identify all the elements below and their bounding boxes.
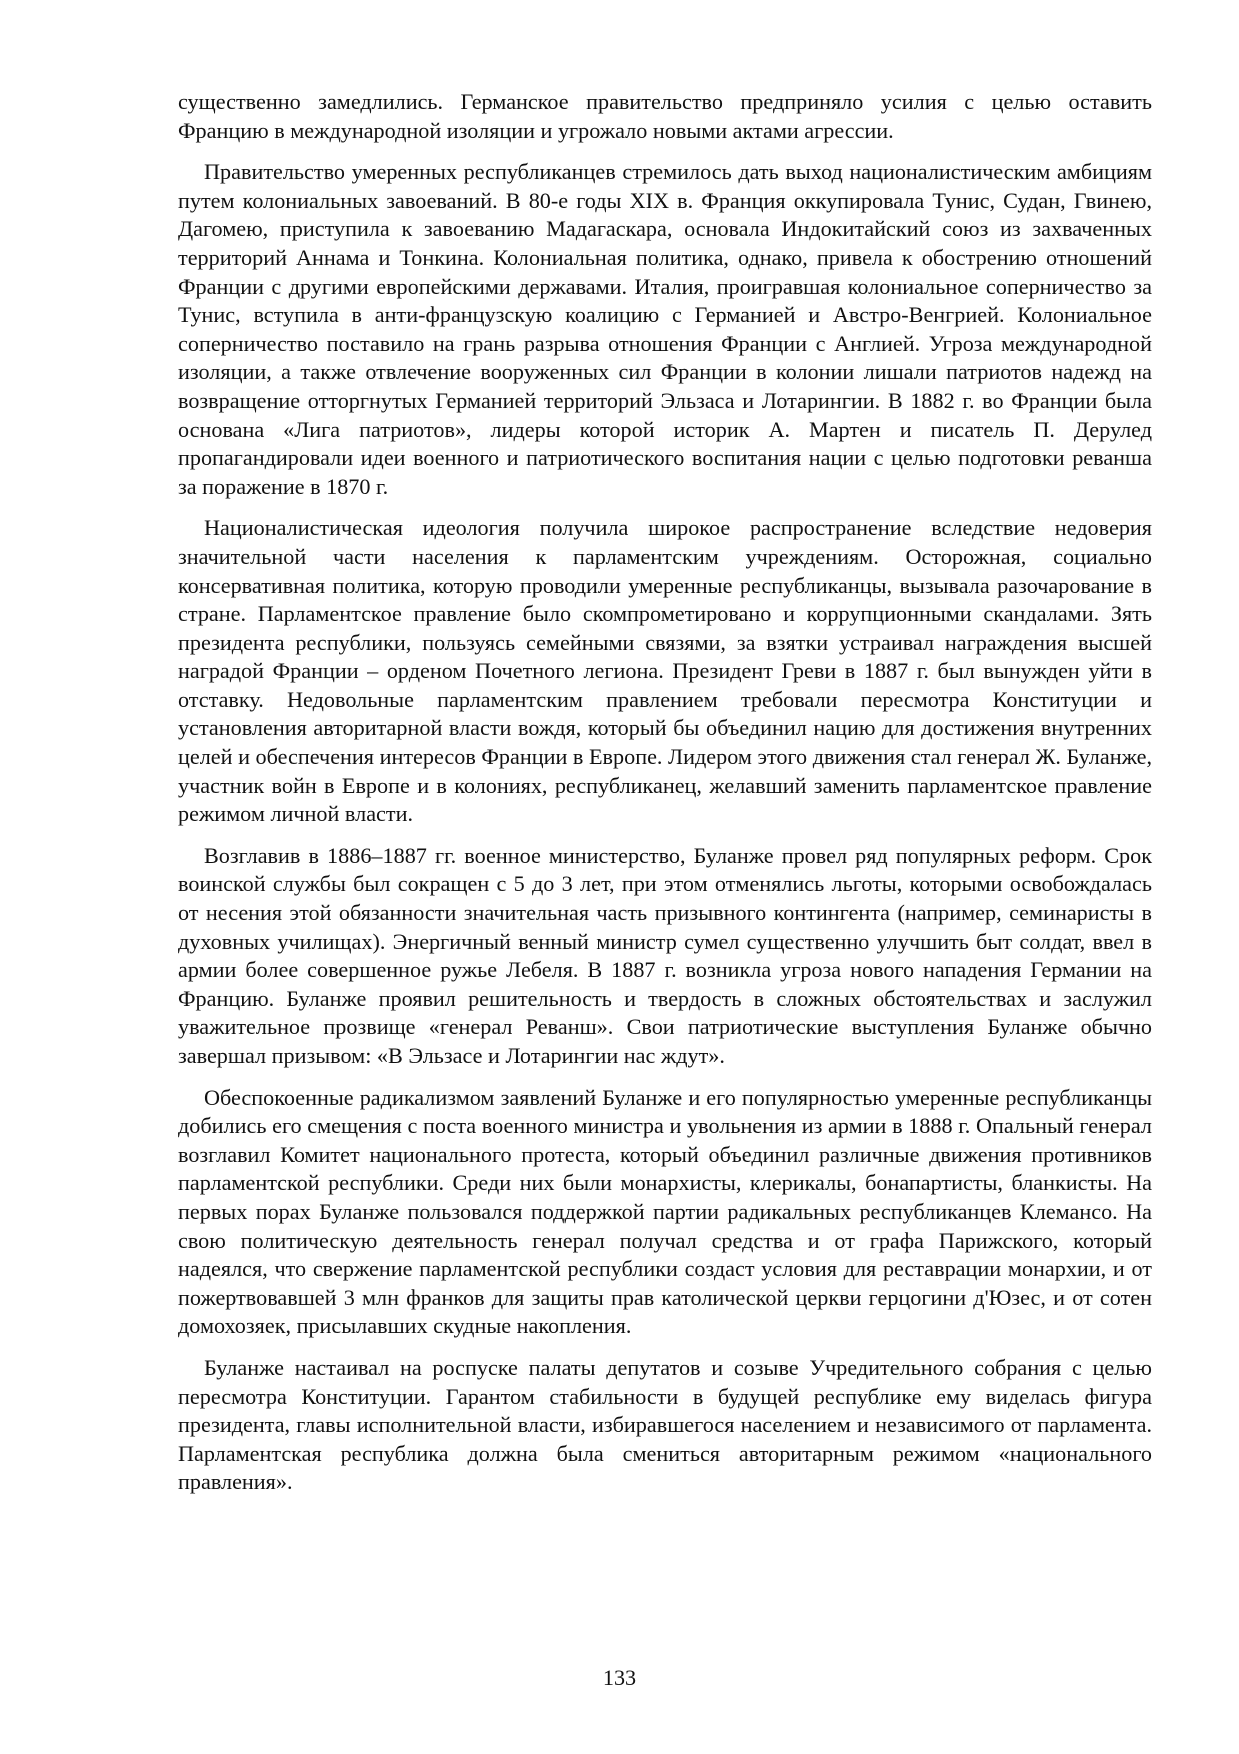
paragraph-continuation: существенно замедлились. Германское правительство предприняло усилия с целью оставить Францию в международной изоляции и угрожало новыми актами агрессии.: [178, 89, 1152, 143]
paragraph-boulanger-reforms: Возглавив в 1886–1887 гг. военное министерство, Буланже провел ряд популярных реформ. Срок воинской службы был сокращен с 5 до 3 лет, при этом отменялись льготы, которыми освобождалась от несения этой обязанности значительная часть призывного контингента (например, семинаристы в духовных училищах). Энергичный венный министр сумел существенно улучшить быт солдат, ввел в армии более совершенное ружье Лебеля. В 1887 г. возникла угроза нового нападения Германии на Францию. Буланже проявил решительность и твердость в сложных обстоятельствах и заслужил уважительное прозвище «генерал Реванш». Свои патриотические выступления Буланже обычно завершал призывом: «В Эльзасе и Лотарингии нас ждут».: [178, 842, 1152, 1068]
paragraph-colonial-policy: Правительство умеренных республиканцев стремилось дать выход националистическим амбициям путем колониальных завоеваний. В 80-е годы XIX в. Франция оккупировала Тунис, Судан, Гвинею, Дагомею, приступила к завоеванию Мадагаскара, основала Индокитайский союз из захваченных территорий Аннама и Тонкина. Колониальная политика, однако, привела к обострению отношений Франции с другими европейскими державами. Италия, проигравшая колониальное соперничество за Тунис, вступила в анти-французскую коалицию с Германией и Австро-Венгрией. Колониальное соперничество поставило на грань разрыва отношения Франции с Англией. Угроза международной изоляции, а также отвлечение вооруженных сил Франции в колонии лишали патриотов надежд на возвращение отторгнутых Германией территорий Эльзаса и Лотарингии. В 1882 г. во Франции была основана «Лига патриотов», лидеры которой историк А. Мартен и писатель П. Дерулед пропагандировали идеи военного и патриотического воспитания нации с целью подготовки реванша за поражение в 1870 г.: [178, 159, 1152, 499]
paragraph-nationalist-ideology: Националистическая идеология получила широкое распространение вследствие недоверия значительной части населения к парламентским учреждениям. Осторожная, социально консервативная политика, которую проводили умеренные республиканцы, вызывала разочарование в стране. Парламентское правление было скомпрометировано и коррупционными скандалами. Зять президента республики, пользуясь семейными связями, за взятки устраивал награждения высшей наградой Франции – орденом Почетного легиона. Президент Греви в 1887 г. был вынужден уйти в отставку. Недовольные парламентским правлением требовали пересмотра Конституции и установления авторитарной власти вождя, который бы объединил нацию для достижения внутренних целей и обеспечения интересов Франции в Европе. Лидером этого движения стал генерал Ж. Буланже, участник войн в Европе и в колониях, республиканец, желавший заменить парламентское правление режимом личной власти.: [178, 515, 1152, 827]
paragraph-boulanger-dismissal: Обеспокоенные радикализмом заявлений Буланже и его популярностью умеренные республиканцы добились его смещения с поста военного министра и увольнения из армии в 1888 г. Опальный генерал возглавил Комитет национального протеста, который объединил различные движения противников парламентской республики. Среди них были монархисты, клерикалы, бонапартисты, бланкисты. На первых порах Буланже пользовался поддержкой партии радикальных республиканцев Клемансо. На свою политическую деятельность генерал получал средства и от графа Парижского, который надеялся, что свержение парламентской республики создаст условия для реставрации монархии, и от пожертвовавшей 3 млн франков для защиты прав католической церкви герцогини д'Юзес, и от сотен домохозяек, присылавших скудные накопления.: [178, 1084, 1152, 1339]
page-body: [178, 88, 1152, 1510]
page-number: 133: [602, 1665, 637, 1690]
paragraph-boulanger-program: Буланже настаивал на роспуске палаты депутатов и созыве Учредительного собрания с целью пересмотра Конституции. Гарантом стабильности в будущей республике ему виделась фигура президента, главы исполнительной власти, избиравшегося населением и независимого от парламента. Парламентская республика должна была смениться авторитарным режимом «национального правления».: [178, 1354, 1152, 1495]
